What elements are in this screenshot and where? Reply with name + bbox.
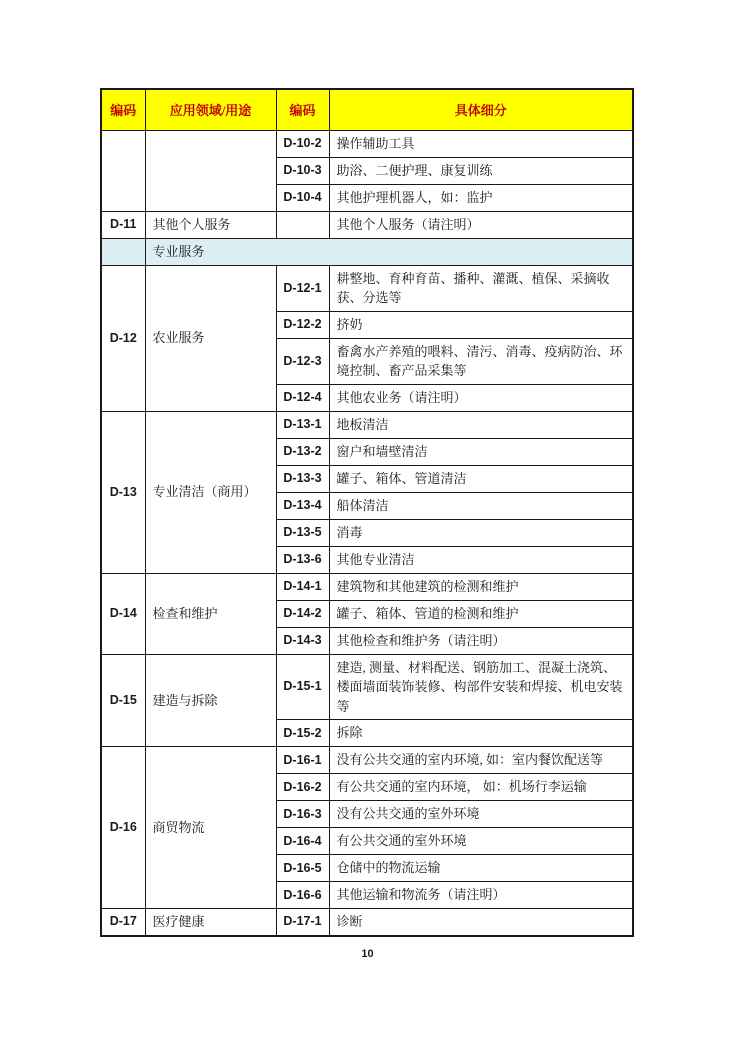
detail-cell: 其他运输和物流务（请注明） [329, 882, 633, 909]
subcode-cell: D-10-2 [276, 130, 329, 157]
column-header: 编码 [101, 89, 145, 130]
detail-cell: 其他个人服务（请注明） [329, 211, 633, 238]
table-row [101, 747, 633, 774]
table-row [101, 909, 633, 936]
table-row [101, 265, 633, 311]
section-row [101, 238, 633, 265]
robot-classification-table [100, 88, 634, 937]
group-field-cell: 专业清洁（商用） [145, 411, 276, 573]
table-body [101, 130, 633, 936]
detail-cell: 助浴、二便护理、康复训练 [329, 157, 633, 184]
group-field-cell [145, 130, 276, 211]
table-row [101, 573, 633, 600]
subcode-cell: D-14-3 [276, 627, 329, 654]
subcode-cell: D-16-5 [276, 855, 329, 882]
group-code-cell: D-15 [101, 654, 145, 747]
group-field-cell: 建造与拆除 [145, 654, 276, 747]
table-row [101, 211, 633, 238]
subcode-cell: D-12-1 [276, 265, 329, 311]
group-code-cell: D-12 [101, 265, 145, 411]
detail-cell: 没有公共交通的室外环境 [329, 801, 633, 828]
subcode-cell: D-12-4 [276, 384, 329, 411]
detail-cell: 罐子、箱体、管道的检测和维护 [329, 600, 633, 627]
column-header: 编码 [276, 89, 329, 130]
detail-cell: 有公共交通的室外环境 [329, 828, 633, 855]
group-code-cell [101, 130, 145, 211]
table-header [101, 89, 633, 130]
detail-cell: 船体清洁 [329, 492, 633, 519]
detail-cell: 仓储中的物流运输 [329, 855, 633, 882]
subcode-cell [276, 211, 329, 238]
subcode-cell: D-10-3 [276, 157, 329, 184]
header-row [101, 89, 633, 130]
detail-cell: 其他专业清洁 [329, 546, 633, 573]
subcode-cell: D-16-2 [276, 774, 329, 801]
detail-cell: 建筑物和其他建筑的检测和维护 [329, 573, 633, 600]
subcode-cell: D-15-2 [276, 720, 329, 747]
subcode-cell: D-13-3 [276, 465, 329, 492]
subcode-cell: D-16-1 [276, 747, 329, 774]
section-label: 专业服务 [145, 238, 633, 265]
detail-cell: 窗户和墙壁清洁 [329, 438, 633, 465]
group-code-cell: D-16 [101, 747, 145, 909]
detail-cell: 罐子、箱体、管道清洁 [329, 465, 633, 492]
subcode-cell: D-14-2 [276, 600, 329, 627]
subcode-cell: D-13-1 [276, 411, 329, 438]
detail-cell: 建造, 测量、材料配送、钢筋加工、混凝土浇筑、楼面墙面装饰装修、构部件安装和焊接、机电安装等 [329, 654, 633, 720]
detail-cell: 拆除 [329, 720, 633, 747]
page-number: 10 [361, 948, 374, 960]
group-code-cell: D-17 [101, 909, 145, 936]
detail-cell: 有公共交通的室内环境， 如：机场行李运输 [329, 774, 633, 801]
group-code-cell: D-14 [101, 573, 145, 654]
detail-cell: 没有公共交通的室内环境, 如：室内餐饮配送等 [329, 747, 633, 774]
detail-cell: 其他检查和维护务（请注明） [329, 627, 633, 654]
subcode-cell: D-13-5 [276, 519, 329, 546]
detail-cell: 其他农业务（请注明） [329, 384, 633, 411]
detail-cell: 其他护理机器人，如：监护 [329, 184, 633, 211]
subcode-cell: D-16-3 [276, 801, 329, 828]
subcode-cell: D-13-6 [276, 546, 329, 573]
subcode-cell: D-16-4 [276, 828, 329, 855]
group-field-cell: 农业服务 [145, 265, 276, 411]
group-code-cell: D-11 [101, 211, 145, 238]
detail-cell: 地板清洁 [329, 411, 633, 438]
detail-cell: 消毒 [329, 519, 633, 546]
group-field-cell: 检查和维护 [145, 573, 276, 654]
column-header: 具体细分 [329, 89, 633, 130]
group-code-cell: D-13 [101, 411, 145, 573]
subcode-cell: D-13-4 [276, 492, 329, 519]
table-row [101, 411, 633, 438]
section-empty-cell [101, 238, 145, 265]
subcode-cell: D-15-1 [276, 654, 329, 720]
detail-cell: 挤奶 [329, 311, 633, 338]
detail-cell: 操作辅助工具 [329, 130, 633, 157]
detail-cell: 畜禽水产养殖的喂料、清污、消毒、疫病防治、环境控制、畜产品采集等 [329, 338, 633, 384]
column-header: 应用领域/用途 [145, 89, 276, 130]
subcode-cell: D-16-6 [276, 882, 329, 909]
detail-cell: 耕整地、育种育苗、播种、灌溉、植保、采摘收获、分选等 [329, 265, 633, 311]
detail-cell: 诊断 [329, 909, 633, 936]
subcode-cell: D-10-4 [276, 184, 329, 211]
subcode-cell: D-12-2 [276, 311, 329, 338]
subcode-cell: D-14-1 [276, 573, 329, 600]
group-field-cell: 其他个人服务 [145, 211, 276, 238]
table-row [101, 654, 633, 720]
group-field-cell: 商贸物流 [145, 747, 276, 909]
group-field-cell: 医疗健康 [145, 909, 276, 936]
subcode-cell: D-17-1 [276, 909, 329, 936]
table-row [101, 130, 633, 157]
subcode-cell: D-13-2 [276, 438, 329, 465]
subcode-cell: D-12-3 [276, 338, 329, 384]
